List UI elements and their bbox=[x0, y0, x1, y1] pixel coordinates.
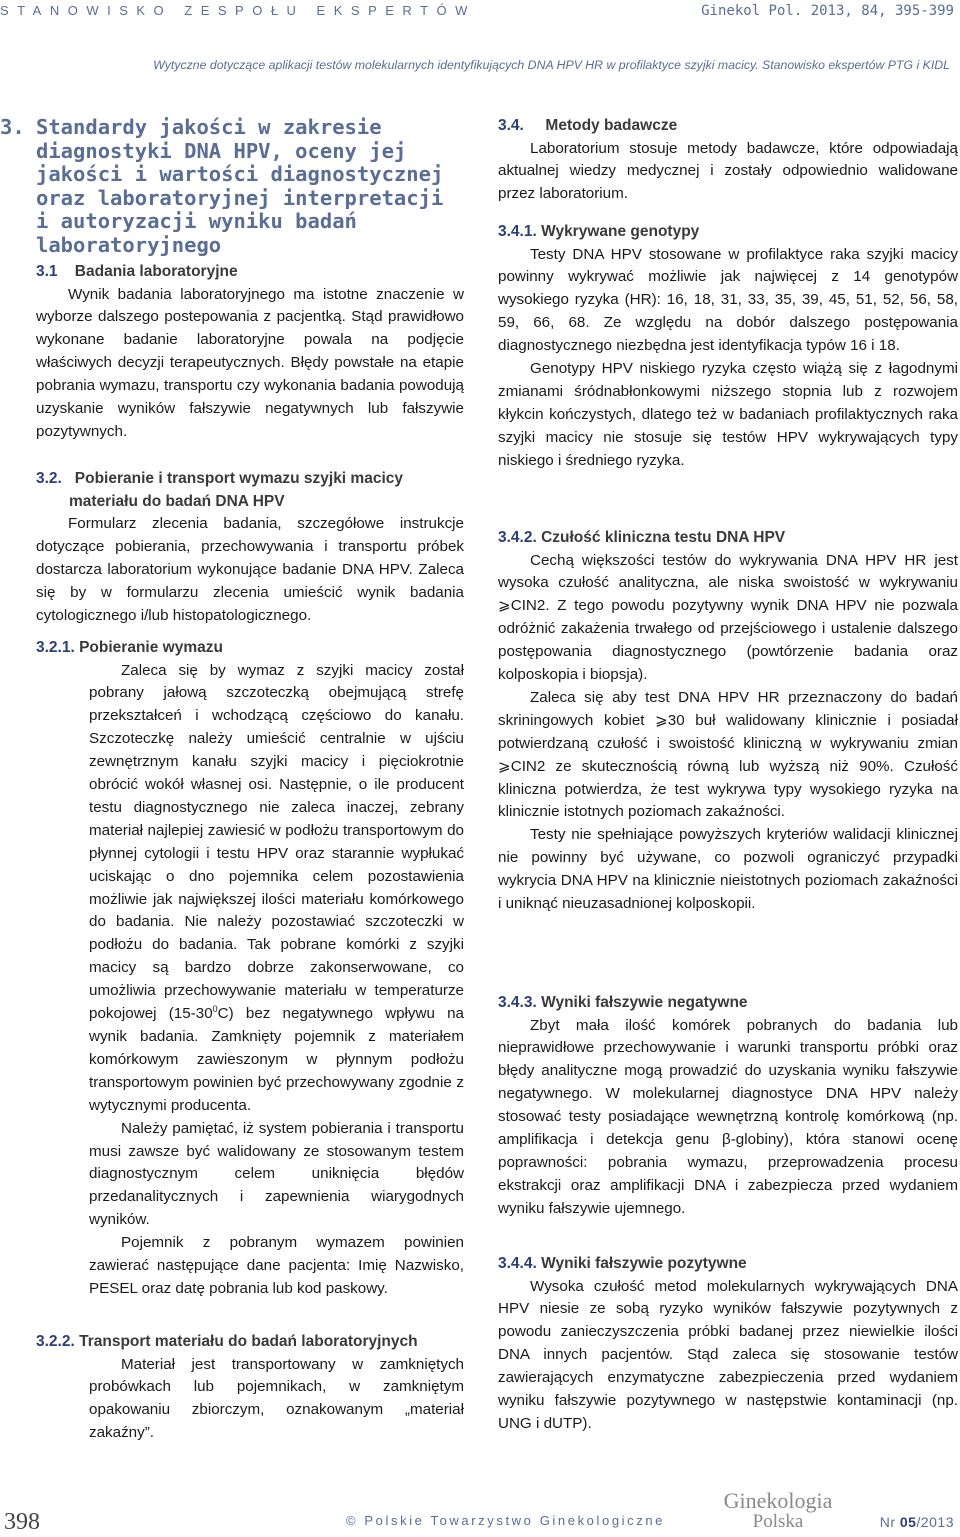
section-3-4-3 bbox=[498, 992, 958, 1221]
section-3-4 bbox=[498, 115, 958, 206]
logo-line-2: Polska bbox=[752, 1511, 804, 1532]
section-number: 3.4.2. bbox=[498, 529, 537, 546]
publisher-name: Polskie Towarzystwo Ginekologiczne bbox=[364, 1513, 665, 1528]
section-number: 3.2. bbox=[36, 470, 62, 487]
section-title: Badania laboratoryjne bbox=[74, 263, 238, 280]
section-title: Standardy jakości w zakresie diagnostyki DNA HPV, oceny jej jakości i wartości diagnostycznej oraz laboratoryjnej interpretacji i autoryzacji wyniku badań laboratoryjnego bbox=[36, 115, 444, 257]
paragraph: Zaleca się aby test DNA HPV HR przeznaczony do badań skriningowych kobiet ⩾30 buł walidowany klinicznie i posiadał potwierdzaną czułość i swoistość kliniczną w wykrywaniu zmian ⩾CIN2 ze skutecznością równą lub wyższą niż 90%. Czułość kliniczna potwierdza, że test wykrywa typy wysokiego ryzyka na klinicznie istotnych poziomach zakaźności. bbox=[498, 688, 958, 821]
section-title: Czułość kliniczna testu DNA HPV bbox=[541, 529, 786, 546]
superscript: 0 bbox=[212, 1004, 218, 1015]
paragraph: Wynik badania laboratoryjnego ma istotne znaczenie w wyborze dalszego postepowania z pacjentką. Stąd prawidłowo wykonane badanie laboratoryjne powala na podjęcie właściwych decyzji terapeutycznych. Błędy powstałe na etapie pobrania wymazu, transportu czy wykonania badania powodują uzyskanie wyników fałszywie negatywnych lub fałszywie pozytywnych. bbox=[36, 285, 464, 440]
section-3-2-2 bbox=[36, 1331, 464, 1445]
paragraph: Laboratorium stosuje metody badawcze, które odpowiadają aktualnej wiedzy medycznej i zostały odpowiednio walidowane przez laboratorium. bbox=[498, 139, 958, 203]
section-number: 3.4. bbox=[498, 117, 524, 134]
text-run: Zaleca się by wymaz z szyjki macicy został pobrany jałową szczoteczką obejmującą strefę przekształceń i wchodzącą częściowo do kanału. Szczoteczkę należy umieścić centralnie w ujściu zewnętrznym kanału szyjki macicy i pięciokrotnie obrócić wokół własnej osi. Następnie, o ile producent testu diagnostycznego nie zaleca inaczej, zebrany materiał najlepiej zawiesić w podłożu transportowym do płynnej cytologii i testu HPV oraz starannie wypłukać uciskając o dno pojemnika celem pozostawienia możliwie jak największej ilości materiału komórkowego do badania. Nie należy pozostawiać szczoteczki w podłożu do badania. Tak pobrane komórki z szyjki macicy są bardzo dobrze zakonserwowane, co umożliwia przechowywanie materiału w temperaturze pokojowej (15-30 bbox=[89, 661, 464, 1023]
section-number: 3.2.2. bbox=[36, 1333, 75, 1350]
paragraph: Testy nie spełniające powyższych kryteriów walidacji klinicznej nie powinny być używane, co pozwoli ograniczyć przypadki wykrycia DNA HPV na klinicznie nieistotnych poziomach zakaźności i uniknąć nieuzasadnionej kolposkopii. bbox=[498, 826, 958, 913]
paragraph: Materiał jest transportowany w zamkniętych probówkach lub pojemnikach, w zamkniętym opakowaniu zbiorczym, oznakowanym „materiał zakaźny”. bbox=[89, 1355, 464, 1442]
section-title: Wyniki fałszywie pozytywne bbox=[541, 1255, 747, 1272]
section-3-4-1 bbox=[498, 221, 958, 473]
publisher-credit bbox=[346, 1513, 665, 1528]
section-title: Metody badawcze bbox=[545, 117, 678, 134]
section-number: 3.1 bbox=[36, 263, 58, 280]
section-number: 3.4.4. bbox=[498, 1255, 537, 1272]
page-number: 398 bbox=[4, 1509, 40, 1535]
copyright-icon: © bbox=[346, 1513, 359, 1528]
paragraph: Cechą większości testów do wykrywania DNA HPV HR jest wysoka czułość analityczna, ale niska swoistość w wykrywaniu ⩾CIN2. Z tego powodu pozytywny wynik DNA HPV nie pozwala odróżnić zakażenia trwałego od przejściowego i ustalenie dalszego postępowania diagnostycznego (powtórzenie badania oraz kolposkopia i biopsja). bbox=[498, 551, 958, 684]
paragraph: Wysoka czułość metod molekularnych wykrywających DNA HPV niesie ze sobą ryzyko wyników fałszywie pozytywnych z powodu zanieczyszczenia próbki badanej przez niewielkie ilości DNA innych pacjentów. Stąd zaleca się stosowanie testów zawierających enzymatyczne zabezpieczenia przed wydaniem wyniku fałszywie pozytywnego w następstwie kontaminacji (np. UNG i dUTP). bbox=[498, 1277, 958, 1432]
section-number: 3.4.3. bbox=[498, 994, 537, 1011]
paragraph: Formularz zlecenia badania, szczegółowe instrukcje dotyczące pobierania, przechowywania i transportu próbek dostarcza laboratorium wykonujące badanie DNA HPV. Zaleca się by w formularzu zlecenia umieścić wynik badania cytologicznego i/lub histopatologicznego. bbox=[36, 515, 464, 624]
paragraph: Zbyt mała ilość komórek pobranych do badania lub nieprawidłowe przechowywanie i warunki transportu próbki oraz błędy analityczne mogą prowadzić do uzyskania wyniku fałszywie negatywnego. W molekularnej diagnostyce DNA HPV należy stosować testy posiadające wewnętrzną kontrolę komórkową (np. amplifikacja i detekcja genu β-globiny), która stanowi ocenę poprawności: pobrania wymazu, przeprowadzenia procesu ekstrakcji oraz amplifikacji DNA i zabezpiecza przed wydaniem wyniku fałszywie ujemnego. bbox=[498, 1016, 958, 1217]
issue-num: 05 bbox=[899, 1514, 917, 1530]
logo-line-1: Ginekologia bbox=[723, 1488, 833, 1513]
running-title: Wytyczne dotyczące aplikacji testów molekularnych identyfikujących DNA HPV HR w profilaktyce szyjki macicy. Stanowisko ekspertów PTG i KIDL bbox=[153, 58, 950, 72]
section-3-4-2 bbox=[498, 527, 958, 916]
paragraph: Testy DNA HPV stosowane w profilaktyce raka szyjki macicy powinny wykrywać możliwie jak najwięcej z 14 genotypów wysokiego ryzyka (HR): 16, 18, 31, 33, 35, 39, 45, 51, 52, 56, 58, 59, 66, 68. Ze względu na dobór dalszego postępowania diagnostycznego niezbędna jest identyfikacja typów 16 i 18. bbox=[498, 245, 958, 355]
section-title: Transport materiału do badań laboratoryjnych bbox=[79, 1333, 418, 1350]
section-3-4-4 bbox=[498, 1253, 958, 1436]
subsection-body bbox=[36, 660, 464, 1301]
section-number: 3.2.1. bbox=[36, 639, 75, 656]
section-3-heading bbox=[0, 115, 464, 257]
section-number: 3. bbox=[0, 115, 25, 139]
section-3-2 bbox=[36, 468, 464, 628]
text-run: C) bez negatywnego wpływu na wynik badania. Zamknięty pojemnik z materiałem komórkowym zawieszonym w płynnym podłożu transportowym powinien być przechowywany zgodnie z wytycznymi producenta. bbox=[89, 1005, 464, 1114]
paragraph: Genotypy HPV niskiego ryzyka często wiążą się z łagodnymi zmianami śródnabłonkowymi niższego stopnia lub z rozwojem kłykcin kończystych, dlatego też w badaniach profilaktycznych raka szyjki macicy nie stosuje się testów HPV wykrywających typy niskiego i średniego ryzyka. bbox=[498, 360, 958, 469]
issue-prefix: Nr bbox=[879, 1514, 896, 1530]
section-number: 3.4.1. bbox=[498, 223, 537, 240]
citation: Ginekol Pol. 2013, 84, 395-399 bbox=[701, 3, 954, 19]
section-3-2-1 bbox=[36, 637, 464, 1301]
section-title: Wyniki fałszywie negatywne bbox=[541, 994, 748, 1011]
section-title: Pobieranie i transport wymazu szyjki macicy materiału do badań DNA HPV bbox=[69, 470, 403, 510]
subsection-body bbox=[36, 1354, 464, 1446]
issue-number bbox=[880, 1514, 954, 1530]
section-title: Pobieranie wymazu bbox=[79, 639, 223, 656]
paragraph: Pojemnik z pobranym wymazem powinien zawierać następujące dane pacjenta: Imię Nazwisko, PESEL oraz datę pobrania lub kod paskowy. bbox=[89, 1234, 464, 1297]
section-title: Wykrywane genotypy bbox=[541, 223, 700, 240]
journal-section-label: STANOWISKO ZESPOŁU EKSPERTÓW bbox=[0, 3, 476, 18]
journal-logo bbox=[718, 1490, 838, 1534]
paragraph: Należy pamiętać, iż system pobierania i transportu musi zawsze być walidowany ze stosowanym testem diagnostycznym celem uniknięcia błędów przedanalitycznych i zapewnienia wiarygodnych wyników. bbox=[89, 1119, 464, 1229]
issue-year: /2013 bbox=[916, 1514, 954, 1530]
paragraph bbox=[89, 660, 464, 1118]
section-3-1 bbox=[36, 261, 464, 444]
